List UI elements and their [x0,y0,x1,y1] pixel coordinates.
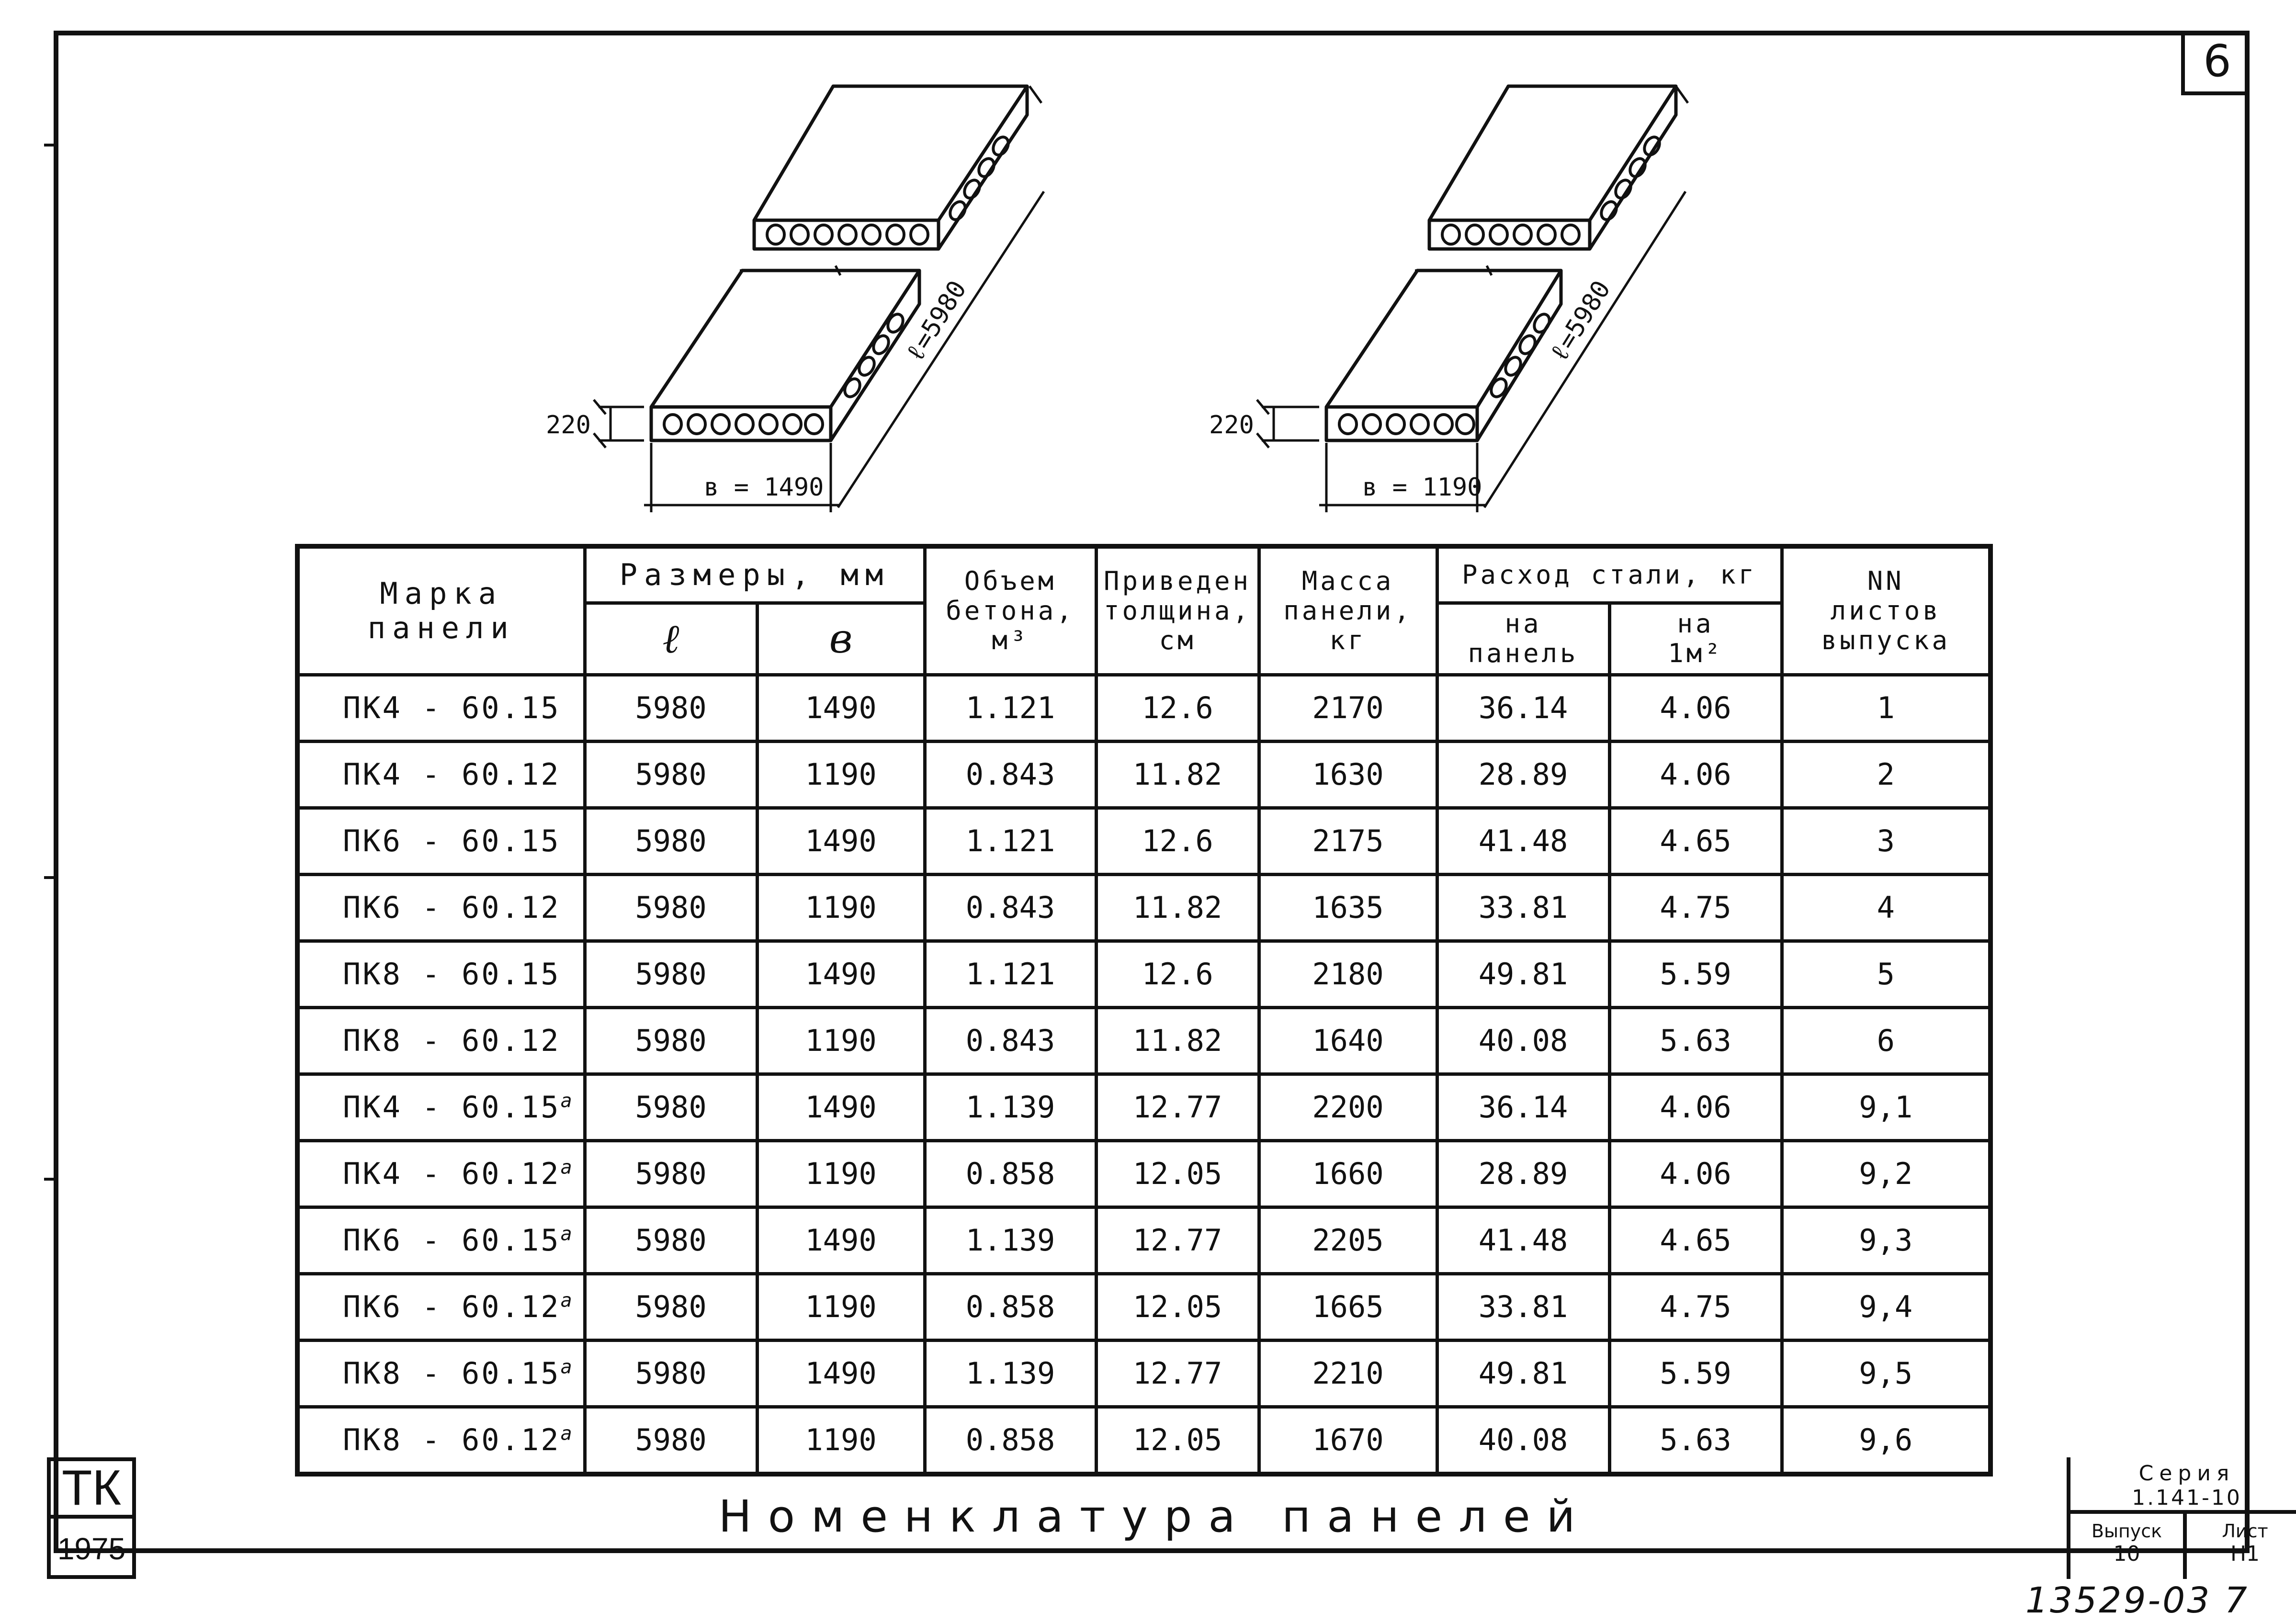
panel-2-drawing [1257,86,1688,512]
table-row [297,874,1991,941]
cell-thickness: 11.82 [1096,874,1259,941]
cell-sheets: 9,6 [1782,1407,1991,1474]
panel-mark: ПК8 - 60.12 [343,1422,561,1457]
series-cell [2070,1457,2296,1514]
sheet-cell [2187,1514,2296,1579]
cell-steel-panel: 28.89 [1437,741,1609,808]
cell-mark [297,741,585,808]
header-dim-b: в [757,603,925,675]
cell-mark [297,874,585,941]
cell-length: 5980 [585,1140,757,1207]
series-value: 1.141-10 [2132,1486,2242,1510]
table-row [297,1274,1991,1340]
header-steel-panel: на панель [1437,603,1609,675]
cell-steel-m2: 4.65 [1609,808,1782,874]
cell-width: 1490 [757,941,925,1007]
cell-thickness: 11.82 [1096,741,1259,808]
header-sheets: NN листов выпуска [1782,546,1991,675]
cell-steel-m2: 4.06 [1609,1074,1782,1140]
panel-mark: ПК6 - 60.15 [343,1223,561,1258]
cell-length: 5980 [585,675,757,741]
panel-1-thickness-label: 220 [546,411,591,440]
cell-mark [297,1140,585,1207]
cell-mark [297,1274,585,1340]
sheet-label: Лист [2222,1521,2268,1542]
cell-length: 5980 [585,874,757,941]
cell-mark [297,1340,585,1407]
cell-steel-m2: 4.65 [1609,1207,1782,1274]
panel-mark: ПК4 - 60.15 [343,1090,561,1125]
cell-steel-panel: 28.89 [1437,1140,1609,1207]
cell-volume: 1.121 [925,808,1096,874]
panel-isometric-drawings [0,0,2296,541]
cell-width: 1490 [757,675,925,741]
panel-mark-suffix: а [560,1356,574,1378]
panel-mark: ПК8 - 60.15 [343,1356,561,1391]
cell-mark [297,1074,585,1140]
cell-thickness: 12.77 [1096,1207,1259,1274]
panel-mark: ПК8 - 60.12 [343,1023,561,1058]
margin-tick [44,1178,58,1181]
cell-mass: 1630 [1259,741,1437,808]
archive-number: 13529-03 7 [2025,1580,2249,1621]
cell-steel-panel: 41.48 [1437,1207,1609,1274]
cell-sheets: 4 [1782,874,1991,941]
header-mark: Марка панели [297,546,585,675]
cell-mass: 1660 [1259,1140,1437,1207]
cell-volume: 1.139 [925,1340,1096,1407]
cell-mass: 1665 [1259,1274,1437,1340]
cell-steel-panel: 40.08 [1437,1407,1609,1474]
cell-length: 5980 [585,741,757,808]
cell-thickness: 12.05 [1096,1407,1259,1474]
header-dimensions: Размеры, мм [585,546,925,603]
cell-steel-m2: 4.75 [1609,1274,1782,1340]
table-row [297,1007,1991,1074]
cell-volume: 1.139 [925,1207,1096,1274]
cell-width: 1190 [757,1007,925,1074]
cell-volume: 0.843 [925,874,1096,941]
panel-2-thickness-label: 220 [1209,411,1254,440]
cell-length: 5980 [585,808,757,874]
cell-thickness: 12.6 [1096,808,1259,874]
panel-mark-suffix: а [560,1090,574,1112]
cell-steel-panel: 49.81 [1437,941,1609,1007]
header-dim-l: ℓ [585,603,757,675]
header-steel-m2: на 1м² [1609,603,1782,675]
cell-steel-m2: 4.06 [1609,1140,1782,1207]
cell-thickness: 12.05 [1096,1274,1259,1340]
cell-steel-m2: 5.59 [1609,941,1782,1007]
cell-sheets: 3 [1782,808,1991,874]
panel-mark: ПК6 - 60.15 [343,823,561,858]
cell-mass: 2170 [1259,675,1437,741]
cell-mass: 2180 [1259,941,1437,1007]
cell-steel-panel: 49.81 [1437,1340,1609,1407]
cell-mark [297,1007,585,1074]
cell-steel-panel: 36.14 [1437,1074,1609,1140]
panel-mark: ПК6 - 60.12 [343,890,561,925]
panel-mark: ПК4 - 60.15 [343,690,561,725]
cell-sheets: 9,4 [1782,1274,1991,1340]
cell-sheets: 9,1 [1782,1074,1991,1140]
cell-volume: 0.858 [925,1407,1096,1474]
panel-mark-suffix: а [560,1422,574,1445]
panel-mark-suffix: а [560,1223,574,1245]
panel-mark: ПК8 - 60.15 [343,957,561,992]
cell-steel-m2: 5.63 [1609,1007,1782,1074]
cell-length: 5980 [585,1340,757,1407]
cell-sheets: 1 [1782,675,1991,741]
cell-width: 1190 [757,1407,925,1474]
panel-mark: ПК4 - 60.12 [343,757,561,792]
issue-cell [2070,1514,2187,1579]
cell-mass: 1670 [1259,1407,1437,1474]
org-code: ТК [51,1461,132,1519]
cell-mark [297,808,585,874]
panel-nomenclature-table [295,544,1993,1476]
cell-thickness: 12.77 [1096,1340,1259,1407]
cell-length: 5980 [585,1407,757,1474]
header-volume: Объем бетона, м³ [925,546,1096,675]
table-row [297,1207,1991,1274]
cell-volume: 0.858 [925,1140,1096,1207]
org-year: 1975 [57,1532,126,1566]
cell-mass: 1640 [1259,1007,1437,1074]
panel-mark-suffix: а [560,1156,574,1179]
cell-mass: 1635 [1259,874,1437,941]
cell-steel-panel: 33.81 [1437,874,1609,941]
table-row [297,1340,1991,1407]
series-stamp [2067,1457,2296,1579]
cell-volume: 1.139 [925,1074,1096,1140]
panel-1-length-label: ℓ=5980 [900,275,973,367]
cell-steel-m2: 5.63 [1609,1407,1782,1474]
cell-volume: 0.843 [925,1007,1096,1074]
cell-sheets: 9,2 [1782,1140,1991,1207]
cell-thickness: 11.82 [1096,1007,1259,1074]
panel-2-length-label: ℓ=5980 [1544,275,1617,367]
cell-thickness: 12.6 [1096,675,1259,741]
cell-volume: 0.843 [925,741,1096,808]
cell-width: 1490 [757,1207,925,1274]
cell-length: 5980 [585,1207,757,1274]
cell-steel-panel: 33.81 [1437,1274,1609,1340]
panel-2-width-label: в = 1190 [1362,473,1482,502]
cell-width: 1190 [757,741,925,808]
cell-mark [297,1207,585,1274]
cell-sheets: 2 [1782,741,1991,808]
cell-thickness: 12.6 [1096,941,1259,1007]
cell-thickness: 12.77 [1096,1074,1259,1140]
table-row [297,675,1991,741]
cell-volume: 1.121 [925,941,1096,1007]
cell-steel-m2: 4.06 [1609,741,1782,808]
issue-value: 10 [2113,1542,2140,1566]
cell-sheets: 6 [1782,1007,1991,1074]
cell-steel-m2: 4.06 [1609,675,1782,741]
cell-steel-m2: 5.59 [1609,1340,1782,1407]
cell-sheets: 9,3 [1782,1207,1991,1274]
cell-mass: 2210 [1259,1340,1437,1407]
cell-steel-m2: 4.75 [1609,874,1782,941]
cell-steel-panel: 41.48 [1437,808,1609,874]
cell-mark [297,941,585,1007]
margin-tick [44,876,58,879]
table-row [297,941,1991,1007]
cell-width: 1490 [757,808,925,874]
issue-label: Выпуск [2091,1521,2162,1542]
cell-mass: 2205 [1259,1207,1437,1274]
header-thickness: Приведен толщина, см [1096,546,1259,675]
cell-sheets: 5 [1782,941,1991,1007]
cell-length: 5980 [585,1074,757,1140]
cell-width: 1190 [757,1274,925,1340]
panel-mark: ПК4 - 60.12 [343,1156,561,1191]
cell-length: 5980 [585,941,757,1007]
cell-steel-panel: 40.08 [1437,1007,1609,1074]
cell-mass: 2175 [1259,808,1437,874]
drawing-title: Номенклатура панелей [718,1491,1592,1542]
header-mass: Масса панели, кг [1259,546,1437,675]
cell-width: 1190 [757,1140,925,1207]
cell-width: 1490 [757,1340,925,1407]
panel-mark-suffix: а [560,1289,574,1312]
cell-thickness: 12.05 [1096,1140,1259,1207]
cell-sheets: 9,5 [1782,1340,1991,1407]
cell-mark [297,675,585,741]
org-box [47,1457,136,1579]
table-row [297,1074,1991,1140]
table-row [297,741,1991,808]
sheet-number: 6 [2181,31,2250,95]
cell-steel-panel: 36.14 [1437,675,1609,741]
cell-length: 5980 [585,1274,757,1340]
series-label: Серия [2138,1461,2235,1486]
table-row [297,1140,1991,1207]
cell-length: 5980 [585,1007,757,1074]
panel-mark: ПК6 - 60.12 [343,1289,561,1324]
title-block [54,1457,2268,1579]
panel-1-drawing [594,86,1044,512]
header-steel: Расход стали, кг [1437,546,1782,603]
cell-volume: 1.121 [925,675,1096,741]
cell-width: 1490 [757,1074,925,1140]
table-row [297,808,1991,874]
cell-mass: 2200 [1259,1074,1437,1140]
panel-1-width-label: в = 1490 [704,473,824,502]
cell-volume: 0.858 [925,1274,1096,1340]
sheet-value: Н1 [2230,1542,2260,1566]
cell-width: 1190 [757,874,925,941]
